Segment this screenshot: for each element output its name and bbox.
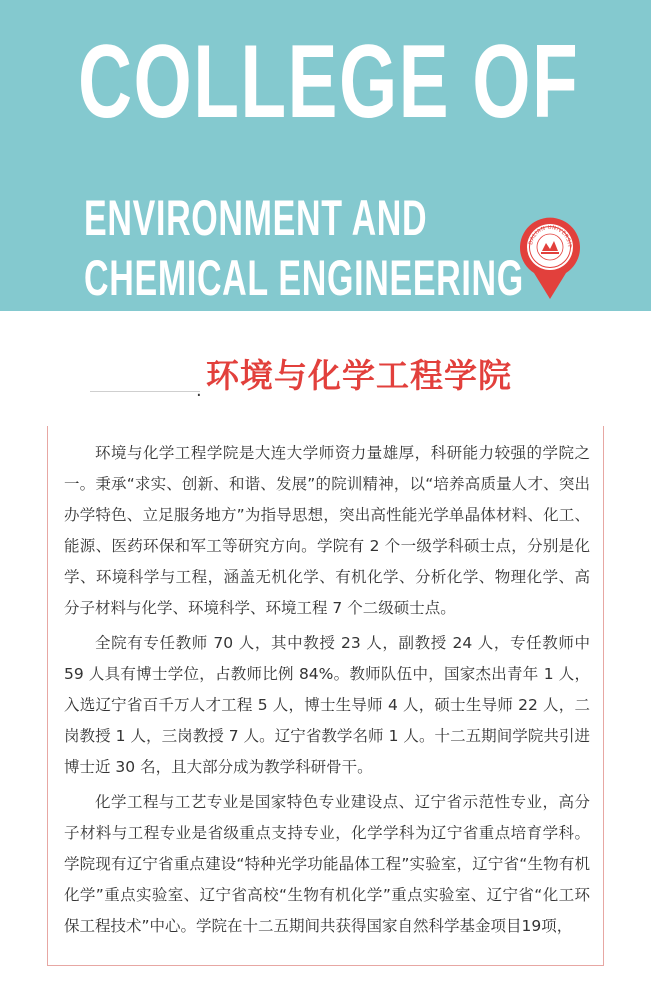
college-title-line-1: COLLEGE OF [78,24,580,140]
header-band [0,0,651,311]
section-title: 环境与化学工程学院 [206,356,512,395]
college-title-line-2: ENVIRONMENT AND [84,190,428,246]
paragraph-faculty: 全院有专任教师 70 人，其中教授 23 人，副教授 24 人，专任教师中 59 人具有博士学位，占教师比例 84%。教师队伍中，国家杰出青年 1 人，入选辽宁省百千万人才工程 5 人，博士生导师 4 人，硕士生导师 22 人，二岗教授 1 人，三岗教授 7 人。辽宁省教学名师 1 人。十二五期间学院共引进博士近 30 名，且大部分成为教学科研骨干。 [64,634,590,776]
paragraph-intro: 环境与化学工程学院是大连大学师资力量雄厚，科研能力较强的学院之一。秉承“求实、创新、和谐、发展”的院训精神，以“培养高质量人才、突出办学特色、立足服务地方”为指导思想，突出高性能光学单晶体材料、化工、能源、医药环保和军工等研究方向。学院有 2 个一级学科硕士点，分别是化学、环境科学与工程，涵盖无机化学、有机化学、分析化学、物理化学、高分子材料与化学、环境科学、环境工程 7 个二级硕士点。 [64,444,590,617]
seal-arc-text: DALIAN UNIVERSIT [528,224,573,249]
body-text [64,438,590,946]
college-title-line-3: CHEMICAL ENGINEERING [84,250,524,306]
title-rule [90,391,200,392]
paragraph-disciplines: 化学工程与工艺专业是国家特色专业建设点、辽宁省示范性专业，高分子材料与工程专业是省级重点支持专业，化学学科为辽宁省重点培育学科。学院现有辽宁省重点建设“特种光学功能晶体工程”实验室，辽宁省“生物有机化学”重点实验室、辽宁省高校“生物有机化学”重点实验室、辽宁省“化工环保工程技术”中心。学院在十二五期间共获得国家自然科学基金项目19项， [64,793,590,935]
university-seal-icon [518,215,582,301]
title-bullet: . [196,380,202,401]
